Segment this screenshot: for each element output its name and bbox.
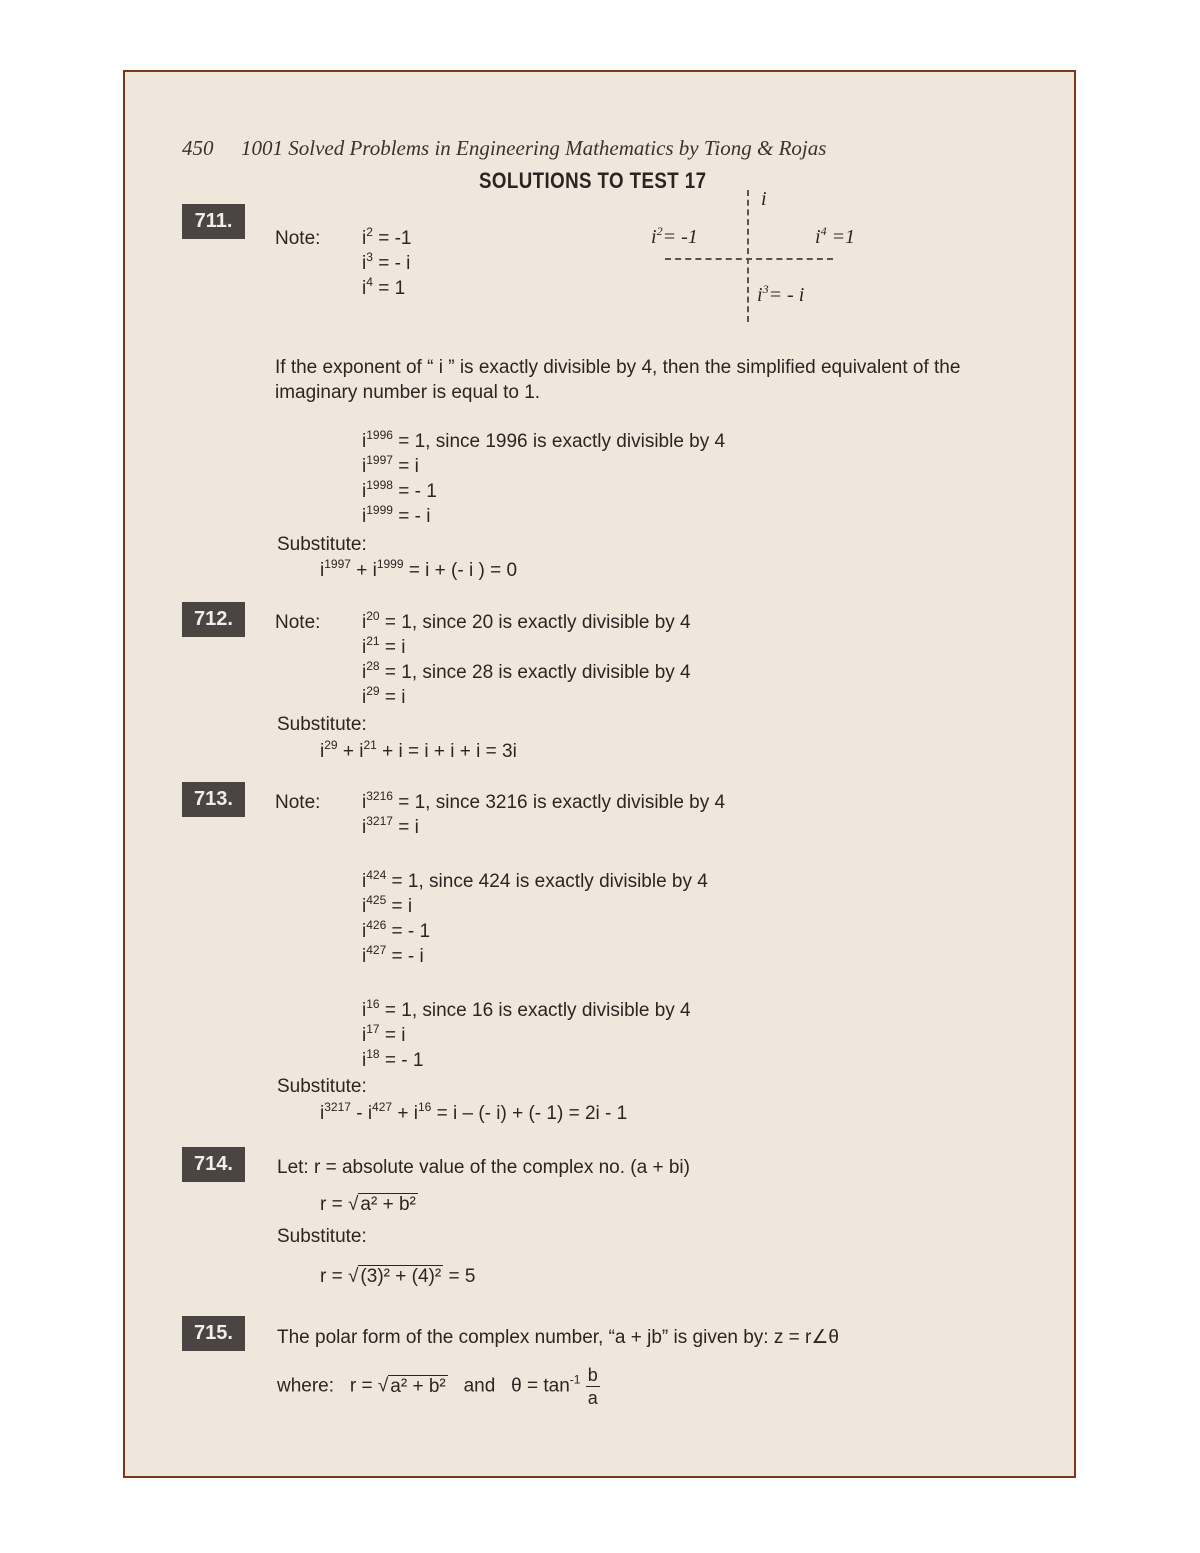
equation-list-711-note <box>362 226 411 301</box>
equation-i3: $i^3$ = - i <box>362 250 411 274</box>
final-equation-712: $i^{29} + i^{21} + i = i + i + i = 3i$ <box>320 738 517 762</box>
problem-number-712: 712. <box>182 602 245 637</box>
note-label-711: Note: <box>275 228 321 249</box>
equation-line: $i^{21} = i$ <box>362 634 406 658</box>
problem-number-713: 713. <box>182 782 245 817</box>
equation-line: $i^{1996} = 1$, since 1996 is exactly divisible by 4 <box>362 428 726 452</box>
equation-group-713-a <box>362 790 725 840</box>
note-label-712: Note: <box>275 612 321 633</box>
equation-line: $i^{29} = i$ <box>362 684 406 708</box>
equation-line: $i^{425} = i$ <box>362 893 413 917</box>
diagram-label-top: i <box>761 188 767 210</box>
equation-line: $i^{28} = 1$, since 28 is exactly divisible by 4 <box>362 659 691 683</box>
diagram-vertical-axis <box>747 190 749 322</box>
equation-i2: $i^2 = -1$ <box>362 225 412 249</box>
substitute-label-714: Substitute: <box>277 1226 367 1247</box>
substitute-label-713: Substitute: <box>277 1076 367 1097</box>
substitute-label-712: Substitute: <box>277 714 367 735</box>
problem-number-715: 715. <box>182 1316 245 1351</box>
section-title: SOLUTIONS TO TEST 17 <box>479 168 707 193</box>
equation-line: $i^{20} = 1$, since 20 is exactly divisible by 4 <box>362 609 691 633</box>
equation-line: $i^{17} = i$ <box>362 1022 406 1046</box>
equation-line: $i^{1999}$ = - i <box>362 503 431 527</box>
fraction-b-over-a: $\frac{b}{a}$ <box>587 1365 598 1408</box>
running-header: 1001 Solved Problems in Engineering Mathematics by Tiong & Rojas <box>241 136 827 160</box>
problem-number-711: 711. <box>182 204 245 239</box>
equation-group-713-c <box>362 998 691 1073</box>
diagram-label-bottom: $i^3= - i$ <box>757 282 805 306</box>
book-page <box>123 70 1076 1478</box>
explanation-text-711: If the exponent of “ i ” is exactly divisible by 4, then the simplified equivalent of the imaginary number is equal to 1. <box>275 357 961 403</box>
equation-i4: $i^4 = 1$ <box>362 275 406 299</box>
equation-list-712 <box>362 610 691 710</box>
diagram-horizontal-axis <box>665 258 833 260</box>
substitute-label-711: Substitute: <box>277 534 367 555</box>
equation-line: $i^{16} = 1$, since 16 is exactly divisible by 4 <box>362 997 691 1021</box>
equation-line: $i^{427}$ = - i <box>362 943 424 967</box>
final-equation-711: $i^{1997} + i^{1999} = i$ + (- i ) = 0 <box>320 557 518 581</box>
equation-line: $i^{18}$ = - 1 <box>362 1047 424 1071</box>
equation-line: $i^{1998}$ = - 1 <box>362 478 437 502</box>
final-equation-713: $i^{3217} - i^{427} + i^{16} = i$ – (- i) + (- 1) = 2i - 1 <box>320 1100 628 1124</box>
equation-line: $i^{426}$ = - 1 <box>362 918 431 942</box>
formula-715: where: r = √ a² + b² and $\theta = \tan^{-1}$ $\frac{b}{a}$ <box>277 1365 598 1408</box>
equation-line: $i^{3217} = i$ <box>362 814 419 838</box>
equation-list-711 <box>362 429 725 529</box>
problem-number-714: 714. <box>182 1147 245 1182</box>
equation-line: $i^{1997} = i$ <box>362 453 419 477</box>
equation-line: $i^{424} = 1$, since 424 is exactly divisible by 4 <box>362 868 708 892</box>
formula-r-result-714: r = √ (3)² + (4)² = 5 <box>320 1266 476 1287</box>
note-label-713: Note: <box>275 792 321 813</box>
equation-group-713-b <box>362 869 708 969</box>
diagram-label-left: $i^2= -1$ <box>651 224 698 248</box>
let-statement-714: Let: r = absolute value of the complex no. (a + bi) <box>277 1157 690 1178</box>
equation-line: $i^{3216} = 1$, since 3216 is exactly divisible by 4 <box>362 789 726 813</box>
diagram-label-right: $i^4 =1$ <box>815 224 856 248</box>
page-number: 450 <box>182 136 214 160</box>
polar-form-text-715: The polar form of the complex number, “a + jb” is given by: z = r∠θ <box>277 1327 839 1348</box>
formula-r-714: r = √ a² + b² <box>320 1194 416 1215</box>
